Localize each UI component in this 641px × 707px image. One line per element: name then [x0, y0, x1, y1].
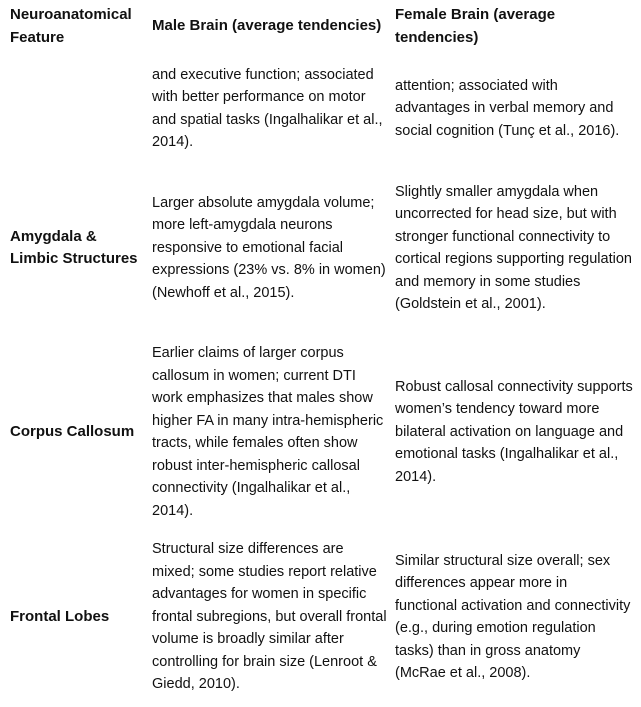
row-male-text: Earlier claims of larger corpus callosum in women; current DTI work emphasizes that males show higher FA in many intra-hemispheric tracts, while females often show robust inter-hemispheric callosal connectivity (Ingalhalikar et al., 2014).	[152, 345, 384, 519]
row-male-cell	[152, 63, 390, 154]
row-female-text: Slightly smaller amygdala when uncorrected for head size, but with stronger functional connectivity to cortical regions supporting regulation and memory in some studies (Goldstein et al., 2001).	[395, 183, 632, 312]
row-feature	[10, 63, 145, 154]
row-male-text: and executive function; associated with better performance on motor and spatial tasks (Ingalhalikar et al., 2014).	[152, 66, 383, 150]
row-female-cell	[395, 537, 633, 697]
row-feature	[10, 169, 145, 327]
row-female-text: Similar structural size overall; sex differences appear more in functional activation and connectivity (e.g., during emotion regulation tasks) than in gross anatomy (McRae et al., 2008).	[395, 552, 631, 681]
row-female-text: Robust callosal connectivity supports women’s tendency toward more bilateral activation on language and emotional tasks (Ingalhalikar et al., 2014).	[395, 378, 633, 485]
row-feature	[10, 341, 145, 523]
row-male-text: Larger absolute amygdala volume; more left-amygdala neurons responsive to emotional facial expressions (23% vs. 8% in women) (Newhoff et al., 2015).	[152, 194, 386, 301]
row-female-cell	[395, 63, 633, 154]
row-male-cell	[152, 169, 390, 327]
row-female-cell	[395, 341, 633, 523]
row-female-text: attention; associated with advantages in verbal memory and social cognition (Tunç et al., 2016).	[395, 77, 620, 139]
header-male: Male Brain (average tendencies)	[152, 17, 382, 34]
row-female-cell	[395, 169, 633, 327]
row-feature-label: Frontal Lobes	[10, 607, 110, 625]
row-feature-label: Corpus Callosum	[10, 422, 135, 440]
row-male-text: Structural size differences are mixed; some studies report relative advantages for women in specific frontal subregions, but overall frontal volume is broadly similar after controlling for brain size (Lenroot & Giedd, 2010).	[152, 541, 387, 693]
header-female: Female Brain (average tendencies)	[395, 6, 556, 46]
row-feature	[10, 537, 145, 697]
row-male-cell	[152, 537, 390, 697]
header-feature: Neuroanatomical Feature	[10, 6, 132, 46]
row-feature-label: Amygdala & Limbic Structures	[10, 227, 138, 267]
row-male-cell	[152, 341, 390, 523]
